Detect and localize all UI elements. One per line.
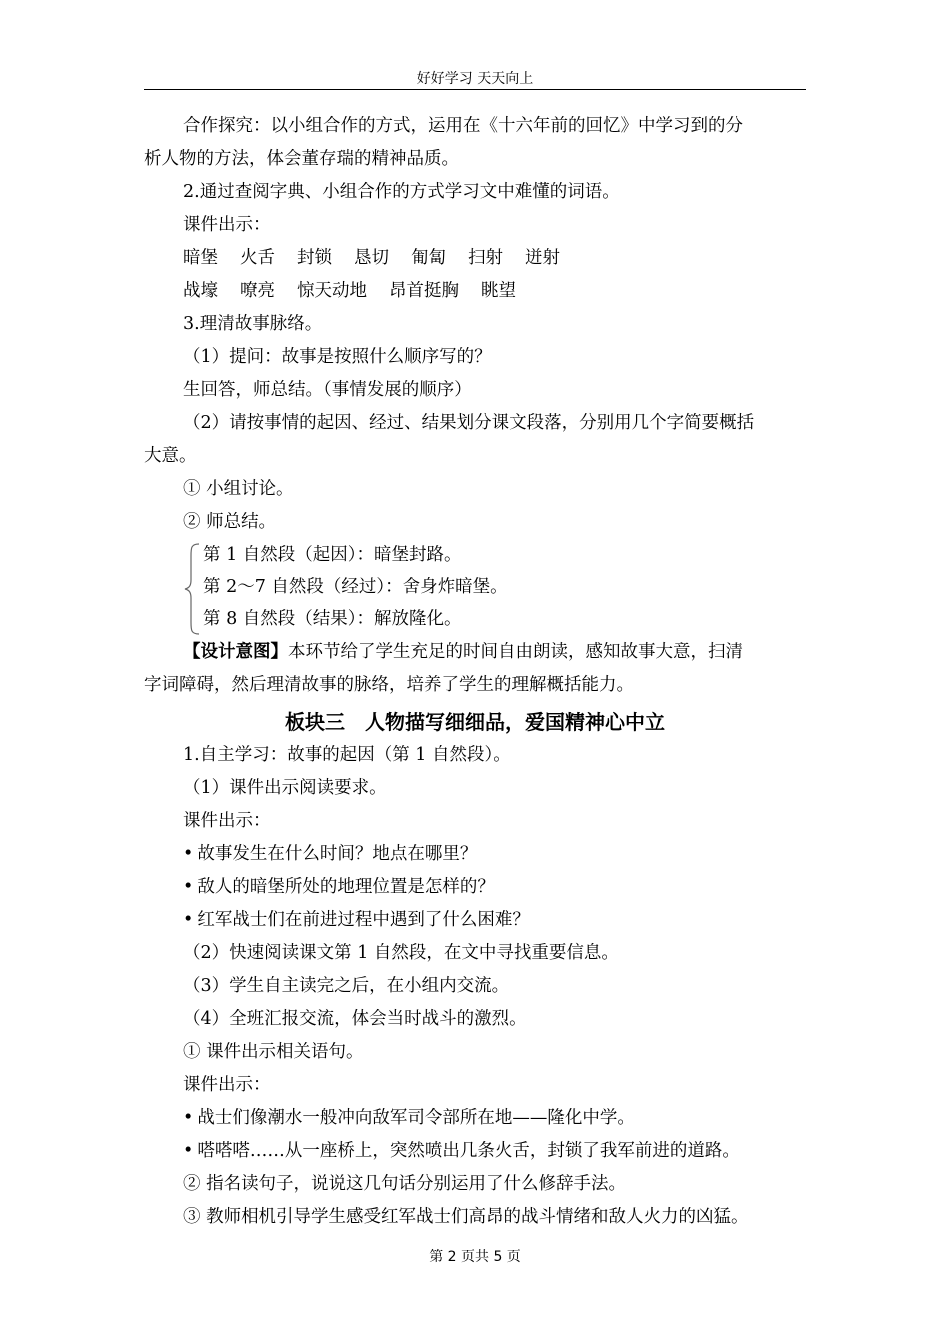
bullet-icon: • [183, 877, 194, 897]
bullet-item [183, 842, 477, 866]
bullet-item [183, 1139, 740, 1163]
page-header: 好好学习 天天向上 [416, 71, 534, 87]
bullet-icon: • [183, 1141, 194, 1161]
bullet-text: 故事发生在什么时间？地点在哪里？ [197, 844, 478, 864]
brace-item: 第 8 自然段（结果）：解放隆化。 [203, 609, 462, 629]
paragraph-line: 生回答，师总结。（事情发展的顺序） [183, 380, 472, 400]
bullet-text: 敌人的暗堡所处的地理位置是怎样的？ [197, 877, 495, 897]
paragraph-line: 析人物的方法，体会董存瑞的精神品质。 [144, 149, 459, 169]
paragraph-line: ① 课件出示相关语句。 [183, 1042, 364, 1062]
paragraph-line: （1）课件出示阅读要求。 [183, 778, 387, 798]
bullet-icon: • [183, 844, 194, 864]
bullet-text: 红军战士们在前进过程中遇到了什么困难？ [197, 910, 530, 930]
vocab-word: 匍匐 [411, 248, 446, 268]
bullet-item [183, 908, 530, 932]
paragraph-line: （4）全班汇报交流，体会当时战斗的激烈。 [183, 1009, 527, 1029]
header-rule [144, 89, 806, 90]
design-intent-text: 本环节给了学生充足的时间自由朗读，感知故事大意，扫清 [288, 642, 743, 662]
paragraph-line: 课件出示： [183, 811, 271, 831]
vocab-word: 迸射 [525, 248, 560, 268]
paragraph-line: ③ 教师相机引导学生感受红军战士们高昂的战斗情绪和敌人火力的凶猛。 [183, 1207, 749, 1227]
paragraph-line: ① 小组讨论。 [183, 479, 294, 499]
vocab-word: 扫射 [468, 248, 503, 268]
paragraph-line: （1）提问：故事是按照什么顺序写的？ [183, 347, 492, 367]
paragraph-line: 合作探究：以小组合作的方式，运用在《十六年前的回忆》中学习到的分 [183, 116, 743, 136]
vocab-word: 嘹亮 [240, 281, 275, 301]
vocab-word: 昂首挺胸 [389, 281, 459, 301]
section-title: 板块三 人物描写细细品，爱国精神心中立 [285, 710, 665, 734]
bullet-item [183, 875, 495, 899]
paragraph-line: （2）请按事情的起因、经过、结果划分课文段落，分别用几个字简要概括 [183, 413, 755, 433]
paragraph-line: （2）快速阅读课文第 1 自然段，在文中寻找重要信息。 [183, 943, 619, 963]
vocab-word: 暗堡 [183, 248, 218, 268]
bullet-icon: • [183, 910, 194, 930]
vocab-word: 惊天动地 [297, 281, 367, 301]
vocab-word: 恳切 [354, 248, 389, 268]
paragraph-line: 课件出示： [183, 1075, 271, 1095]
page-footer: 第 2 页共 5 页 [429, 1249, 521, 1265]
paragraph-line: 字词障碍，然后理清故事的脉络，培养了学生的理解概括能力。 [144, 675, 634, 695]
design-intent-label: 【设计意图】 [183, 642, 288, 662]
vocab-word: 封锁 [297, 248, 332, 268]
brace-item: 第 2～7 自然段（经过）：舍身炸暗堡。 [203, 577, 508, 597]
bullet-icon: • [183, 1108, 194, 1128]
paragraph-line: （3）学生自主读完之后，在小组内交流。 [183, 976, 510, 996]
design-intent-line [183, 640, 743, 664]
paragraph-line: 课件出示： [183, 215, 271, 235]
bullet-text: 战士们像潮水一般冲向敌军司令部所在地——隆化中学。 [197, 1108, 635, 1128]
paragraph-line: 2.通过查阅字典、小组合作的方式学习文中难懂的词语。 [183, 182, 620, 202]
bullet-item [183, 1106, 635, 1130]
vocab-row-1 [183, 246, 582, 270]
vocab-word: 火舌 [240, 248, 275, 268]
vocab-row-2 [183, 279, 538, 303]
paragraph-line: 1.自主学习：故事的起因（第 1 自然段）。 [183, 745, 511, 765]
bullet-text: 嗒嗒嗒……从一座桥上，突然喷出几条火舌，封锁了我军前进的道路。 [197, 1141, 740, 1161]
vocab-word: 眺望 [481, 281, 516, 301]
brace-item: 第 1 自然段（起因）：暗堡封路。 [203, 545, 462, 565]
paragraph-line: 3.理清故事脉络。 [183, 314, 323, 334]
paragraph-line: ② 指名读句子，说说这几句话分别运用了什么修辞手法。 [183, 1174, 627, 1194]
paragraph-line: ② 师总结。 [183, 512, 277, 532]
paragraph-line: 大意。 [144, 446, 197, 466]
vocab-word: 战壕 [183, 281, 218, 301]
curly-brace [183, 542, 201, 636]
